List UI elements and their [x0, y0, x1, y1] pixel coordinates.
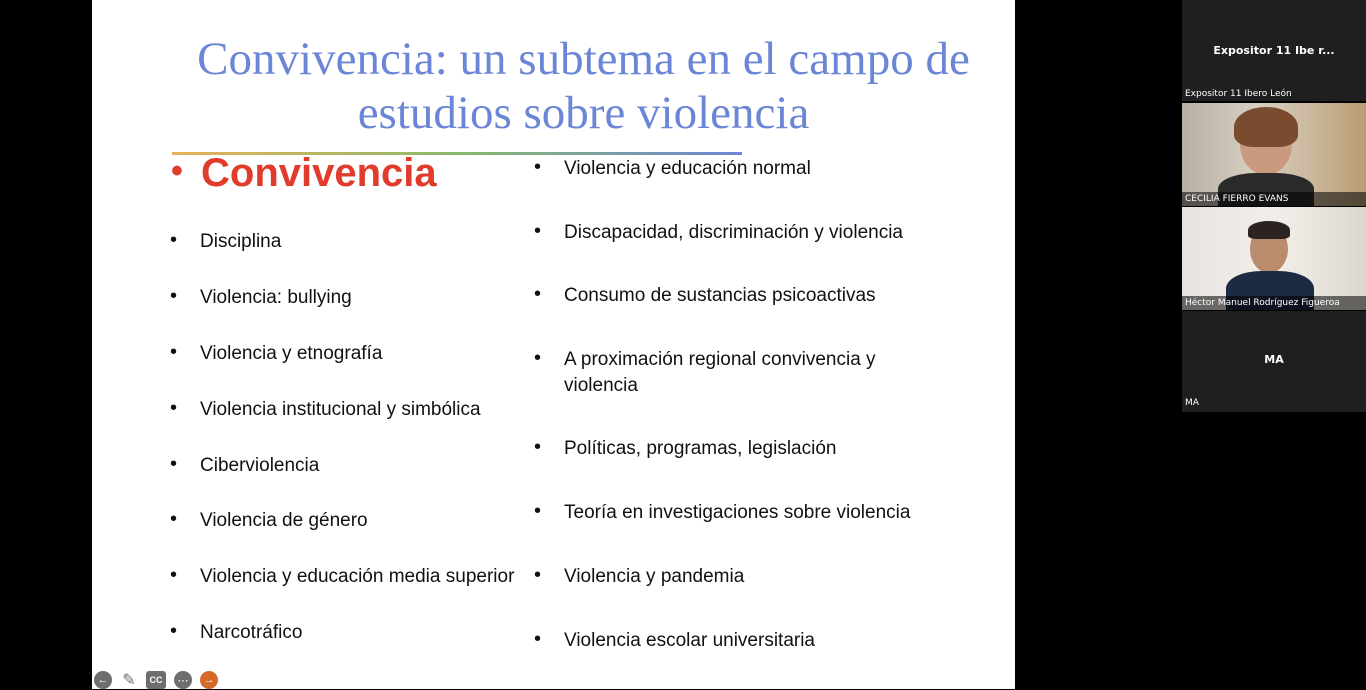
participant-label: CECILIA FIERRO EVANS [1185, 194, 1289, 204]
slide-controls [94, 671, 218, 689]
participant-video-tile[interactable] [1182, 103, 1366, 206]
right-bullet-item: • Políticas, programas, legislación [564, 436, 964, 462]
participant-tile[interactable] [1182, 0, 1366, 101]
participant-tile-name: Expositor 11 Ibe r... [1213, 44, 1335, 57]
participant-tile-name: MA [1264, 353, 1284, 366]
hair-shape [1234, 107, 1298, 147]
left-bullet-item: • Narcotráfico [200, 620, 302, 646]
left-bullet-item: • Violencia de género [200, 508, 368, 534]
hair-shape [1248, 221, 1290, 239]
slide-heading: • Convivencia [201, 150, 437, 196]
right-bullet-item: • Consumo de sustancias psicoactivas [564, 283, 964, 309]
left-bullet-item: • Violencia y educación media superior [200, 564, 514, 590]
participant-video-tile[interactable] [1182, 207, 1366, 310]
presentation-slide [92, 0, 1015, 689]
left-bullet-item: • Disciplina [200, 229, 281, 255]
participant-tile[interactable] [1182, 311, 1366, 412]
right-bullet-item: • Violencia y educación normal [564, 156, 964, 182]
right-bullet-item: • Violencia y pandemia [564, 564, 964, 590]
captions-button[interactable]: CC [146, 671, 166, 689]
left-bullet-item: • Ciberviolencia [200, 453, 319, 479]
right-bullet-item: • Teoría en investigaciones sobre violencia [564, 500, 984, 526]
right-bullet-item: • A proximación regional convivencia y violencia [564, 347, 934, 399]
participant-label: Héctor Manuel Rodríguez Figueroa [1185, 298, 1340, 308]
pencil-icon[interactable]: ✎ [122, 672, 136, 689]
arrow-left-icon[interactable]: ← [94, 671, 112, 689]
participant-label: Expositor 11 Ibero León [1185, 89, 1292, 99]
participant-label: MA [1185, 398, 1199, 408]
right-bullet-item: • Violencia escolar universitaria [564, 628, 964, 654]
right-bullet-item: • Discapacidad, discriminación y violencia [564, 220, 964, 246]
left-bullet-item: • Violencia y etnografía [200, 341, 382, 367]
left-bullet-item: • Violencia institucional y simbólica [200, 397, 481, 423]
left-bullet-item: • Violencia: bullying [200, 285, 352, 311]
slide-title: Convivencia: un subtema en el campo de estudios sobre violencia [197, 33, 970, 139]
arrow-right-icon[interactable]: → [200, 671, 218, 689]
more-icon[interactable]: ⋯ [174, 671, 192, 689]
